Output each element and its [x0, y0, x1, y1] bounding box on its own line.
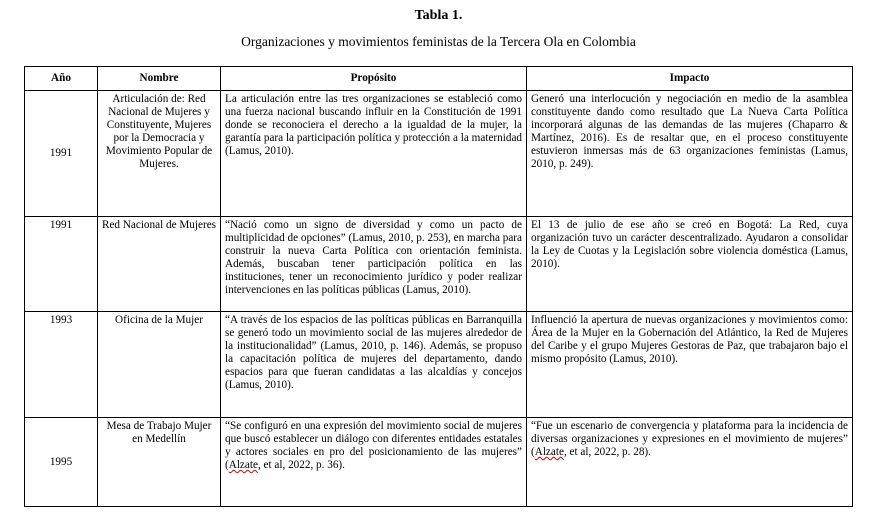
- year-cell: 1995: [25, 418, 98, 507]
- impact-cell: Influenció la apertura de nuevas organizaciones y movimientos como: Área de la Mujer en la Gobernación del Atlántico, la Red de Mujeres del Caribe y el grupo Mujeres Gestoras de Paz, que trabajaron bajo el mismo propósito (Lamus, 2010).: [527, 312, 853, 418]
- impact-text: “Fue un escenario de convergencia y plataforma para la incidencia de diversas organizaciones y expresiones en el movimiento de mujeres” (: [531, 420, 848, 458]
- name-cell: Oficina de la Mujer: [98, 312, 221, 418]
- header-purpose: Propósito: [221, 67, 527, 91]
- year-cell: 1993: [25, 312, 98, 418]
- impact-cell: [527, 418, 853, 507]
- name-cell: Red Nacional de Mujeres: [98, 217, 221, 312]
- header-impact: Impacto: [527, 67, 853, 91]
- table-row: [25, 418, 853, 507]
- feminist-organizations-table: [24, 66, 853, 507]
- header-year: Año: [25, 67, 98, 91]
- table-row: [25, 217, 853, 312]
- header-row: [25, 67, 853, 91]
- purpose-text-end: , et al, 2022, p. 36).: [257, 459, 345, 471]
- purpose-cell: “A través de los espacios de las políticas públicas en Barranquilla se generó todo un movimiento social de las mujeres alrededor de la institucionalidad” (Lamus, 2010, p. 146). Además, se propuso la capacitación política de mujeres del departamento, dando espacios para que fueran candidatas a las alcaldías y concejos (Lamus, 2010).: [221, 312, 527, 418]
- table-title: Tabla 1.: [414, 8, 463, 23]
- purpose-cell: La articulación entre las tres organizaciones se estableció como una fuerza nacional buscando influir en la Constitución de 1991 donde se reconociera el derecho a la igualdad de la mujer, la garantía para la participación política y protección a la maternidad (Lamus, 2010).: [221, 91, 527, 217]
- table-row: [25, 312, 853, 418]
- table-row: [25, 91, 853, 217]
- purpose-cell: [221, 418, 527, 507]
- purpose-text: “Se configuró en una expresión del movimiento social de mujeres que buscó establecer un diálogo con diferentes entidades estatales y actores sociales en pro del posicionamiento de las mujeres” (: [225, 420, 522, 471]
- spellcheck-flagged-word: Alzate: [228, 459, 258, 471]
- impact-cell: Generó una interlocución y negociación en medio de la asamblea constituyente dando como resultado que La Nueva Carta Política incorporará algunas de las demandas de las mujeres (Chaparro & Martínez, 2016). Es de resaltar que, en el proceso constituyente estuvieron inmersas más de 63 organizaciones feministas (Lamus, 2010, p. 249).: [527, 91, 853, 217]
- purpose-cell: “Nació como un signo de diversidad y como un pacto de multiplicidad de opciones” (Lamus, 2010, p. 253), en marcha para construir la nueva Carta Política con orientación feminista. Además, buscaban tener participación política en las instituciones, tener un reconocimiento jurídico y poder realizar intervenciones en las políticas públicas (Lamus, 2010).: [221, 217, 527, 312]
- name-cell: Articulación de: Red Nacional de Mujeres y Constituyente, Mujeres por la Democracia y Movimiento Popular de Mujeres.: [98, 91, 221, 217]
- impact-cell: El 13 de julio de ese año se creó en Bogotá: La Red, cuya organización tuvo un carácter descentralizado. Ayudaron a consolidar la Ley de Cuotas y la Legislación sobre violencia doméstica (Lamus, 2010).: [527, 217, 853, 312]
- impact-text-end: , et al, 2022, p. 28).: [563, 446, 651, 458]
- spellcheck-flagged-word: Alzate: [534, 446, 564, 458]
- year-cell: 1991: [25, 91, 98, 217]
- name-cell: Mesa de Trabajo Mujer en Medellín: [98, 418, 221, 507]
- year-cell: 1991: [25, 217, 98, 312]
- header-name: Nombre: [98, 67, 221, 91]
- table-subtitle: Organizaciones y movimientos feministas de la Tercera Ola en Colombia: [241, 34, 636, 49]
